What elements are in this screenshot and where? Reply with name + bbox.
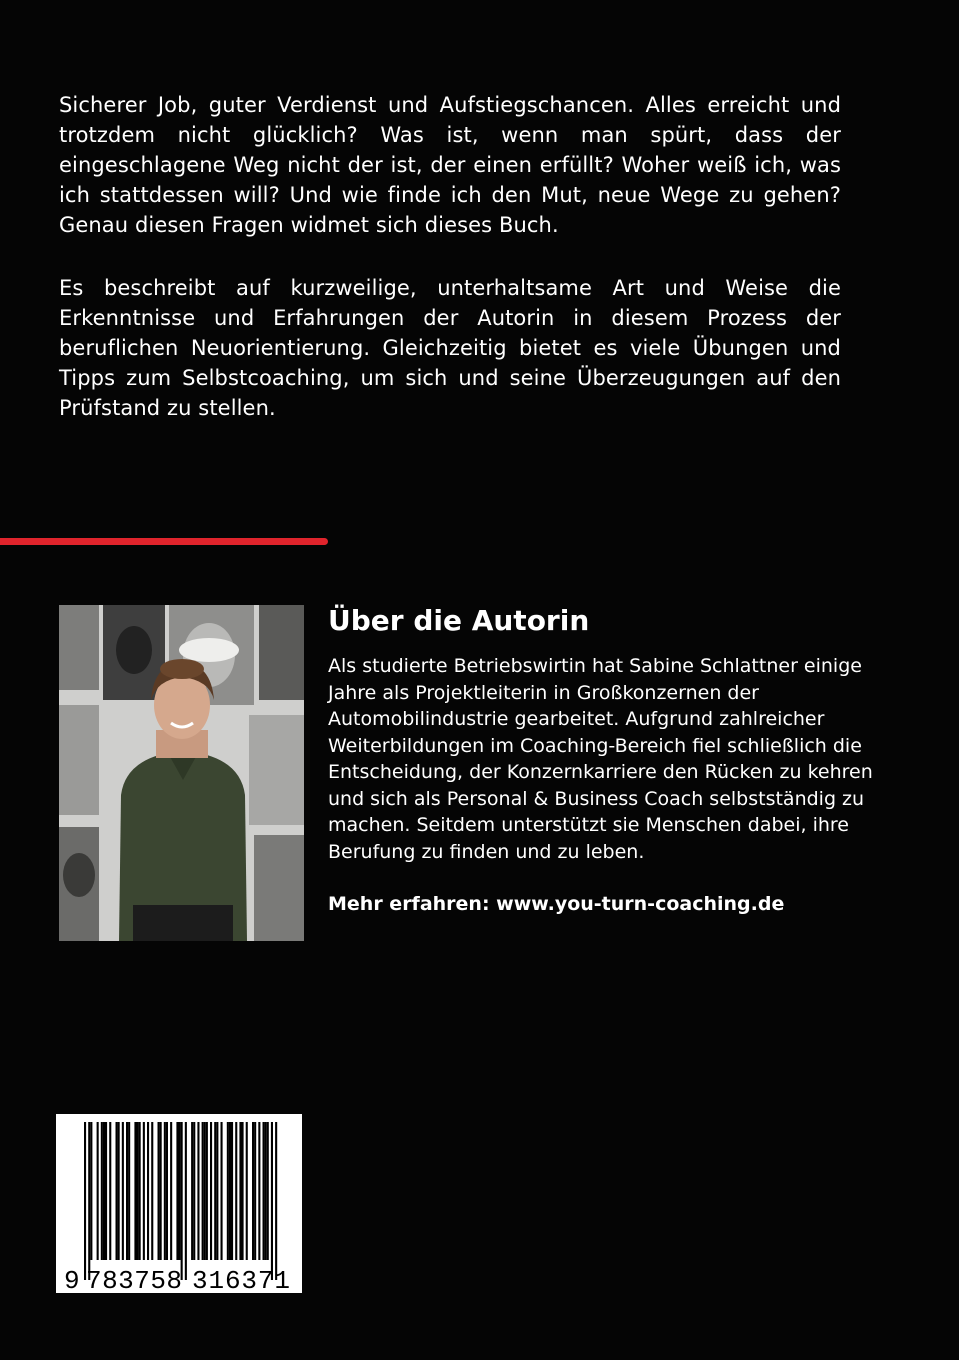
barcode-bar <box>206 1122 208 1260</box>
barcode-bar <box>246 1122 248 1260</box>
barcode-bar <box>227 1122 229 1260</box>
barcode-bar <box>139 1122 141 1260</box>
author-bio: Als studierte Betriebswirtin hat Sabine Schlattner einige Jahre als Projektleiterin in Großkonzernen der Automobilindustrie gearbeitet. Aufgrund zahlreicher Weiterbildungen im Coaching-Bereich fiel schließlich die Entscheidung, der Konzernkarriere den Rücken zu kehren und sich als Personal & Business Coach selbstständig zu machen. Seitdem unterstützt sie Menschen dabei, ihre Berufung zu finden und zu leben. <box>328 655 873 863</box>
barcode-bar <box>176 1122 178 1260</box>
barcode-bar <box>181 1122 183 1280</box>
barcode-bar <box>193 1122 195 1260</box>
barcode-bar <box>185 1122 187 1280</box>
barcode-bar <box>197 1122 199 1260</box>
barcode-bar <box>147 1122 149 1260</box>
barcode-bar <box>101 1122 103 1260</box>
barcode-bar <box>158 1122 160 1260</box>
barcode-bar <box>221 1122 223 1260</box>
red-divider <box>0 538 328 545</box>
barcode-bar <box>265 1122 267 1260</box>
barcode-bar <box>229 1122 231 1260</box>
author-website-link[interactable]: Mehr erfahren: www.you-turn-coaching.de <box>328 893 785 915</box>
barcode-bar <box>151 1122 153 1260</box>
barcode-bar <box>103 1122 105 1260</box>
author-portrait-illustration <box>59 605 304 941</box>
barcode-bar <box>90 1122 92 1260</box>
barcode-bar <box>231 1122 233 1260</box>
back-cover-blurb <box>59 90 841 456</box>
author-heading: Über die Autorin <box>328 604 590 637</box>
barcode-bar <box>210 1122 212 1260</box>
barcode-bar <box>252 1122 254 1260</box>
author-photo <box>59 605 304 941</box>
barcode-digits-right: 316371 <box>192 1266 290 1293</box>
barcode-bar <box>263 1122 265 1260</box>
barcode-digits-left: 783758 <box>86 1266 182 1293</box>
blurb-paragraph-1: Sicherer Job, guter Verdienst und Aufstiegschancen. Alles erreicht und trotzdem nicht glücklich? Was ist, wenn man spürt, dass der eingeschlagene Weg nicht der ist, der einen erfüllt? Woher weiß ich, was ich stattdessen will? Und wie finde ich den Mut, neue Wege zu gehen? Genau diesen Fragen widmet sich dieses Buch. <box>59 93 841 237</box>
author-section <box>328 603 888 917</box>
barcode-bar <box>216 1122 218 1260</box>
barcode-bar <box>179 1122 181 1260</box>
barcode-digit-prefix: 9 <box>64 1266 80 1293</box>
barcode-bar <box>271 1122 273 1280</box>
barcode-bar <box>126 1122 128 1260</box>
barcode-bar <box>191 1122 193 1260</box>
barcode-bar <box>202 1122 204 1260</box>
barcode-bar <box>275 1122 277 1280</box>
barcode-bar <box>109 1122 111 1260</box>
barcode-bar <box>118 1122 120 1260</box>
barcode-bar <box>122 1122 124 1260</box>
barcode-bar <box>128 1122 130 1260</box>
barcode-bar <box>84 1122 86 1280</box>
blurb-paragraph-2: Es beschreibt auf kurzweilige, unterhaltsame Art und Weise die Erkenntnisse und Erfahrungen der Autorin in diesem Prozess der beruflichen Neuorientierung. Gleichzeitig bietet es viele Übungen und Tipps zum Selbstcoaching, um sich und seine Überzeugungen auf den Prüfstand zu stellen. <box>59 276 841 420</box>
barcode-bar <box>166 1122 168 1260</box>
barcode-bar <box>88 1122 90 1280</box>
barcode-bar <box>214 1122 216 1260</box>
barcode-bar <box>242 1122 244 1260</box>
barcode-bar <box>105 1122 107 1260</box>
barcode-bar <box>160 1122 162 1260</box>
barcode-bar <box>134 1122 136 1260</box>
barcode-bar <box>254 1122 256 1260</box>
barcode-bar <box>204 1122 206 1260</box>
barcode-graphic <box>56 1114 302 1293</box>
barcode-bar <box>97 1122 99 1260</box>
barcode-bar <box>137 1122 139 1260</box>
barcode-bar <box>267 1122 269 1260</box>
barcode-bar <box>258 1122 260 1260</box>
isbn-barcode <box>56 1114 302 1293</box>
barcode-bar <box>164 1122 166 1260</box>
barcode-bar <box>239 1122 241 1260</box>
barcode-bar <box>143 1122 145 1260</box>
barcode-bar <box>235 1122 237 1260</box>
barcode-bar <box>116 1122 118 1260</box>
barcode-bar <box>170 1122 172 1260</box>
